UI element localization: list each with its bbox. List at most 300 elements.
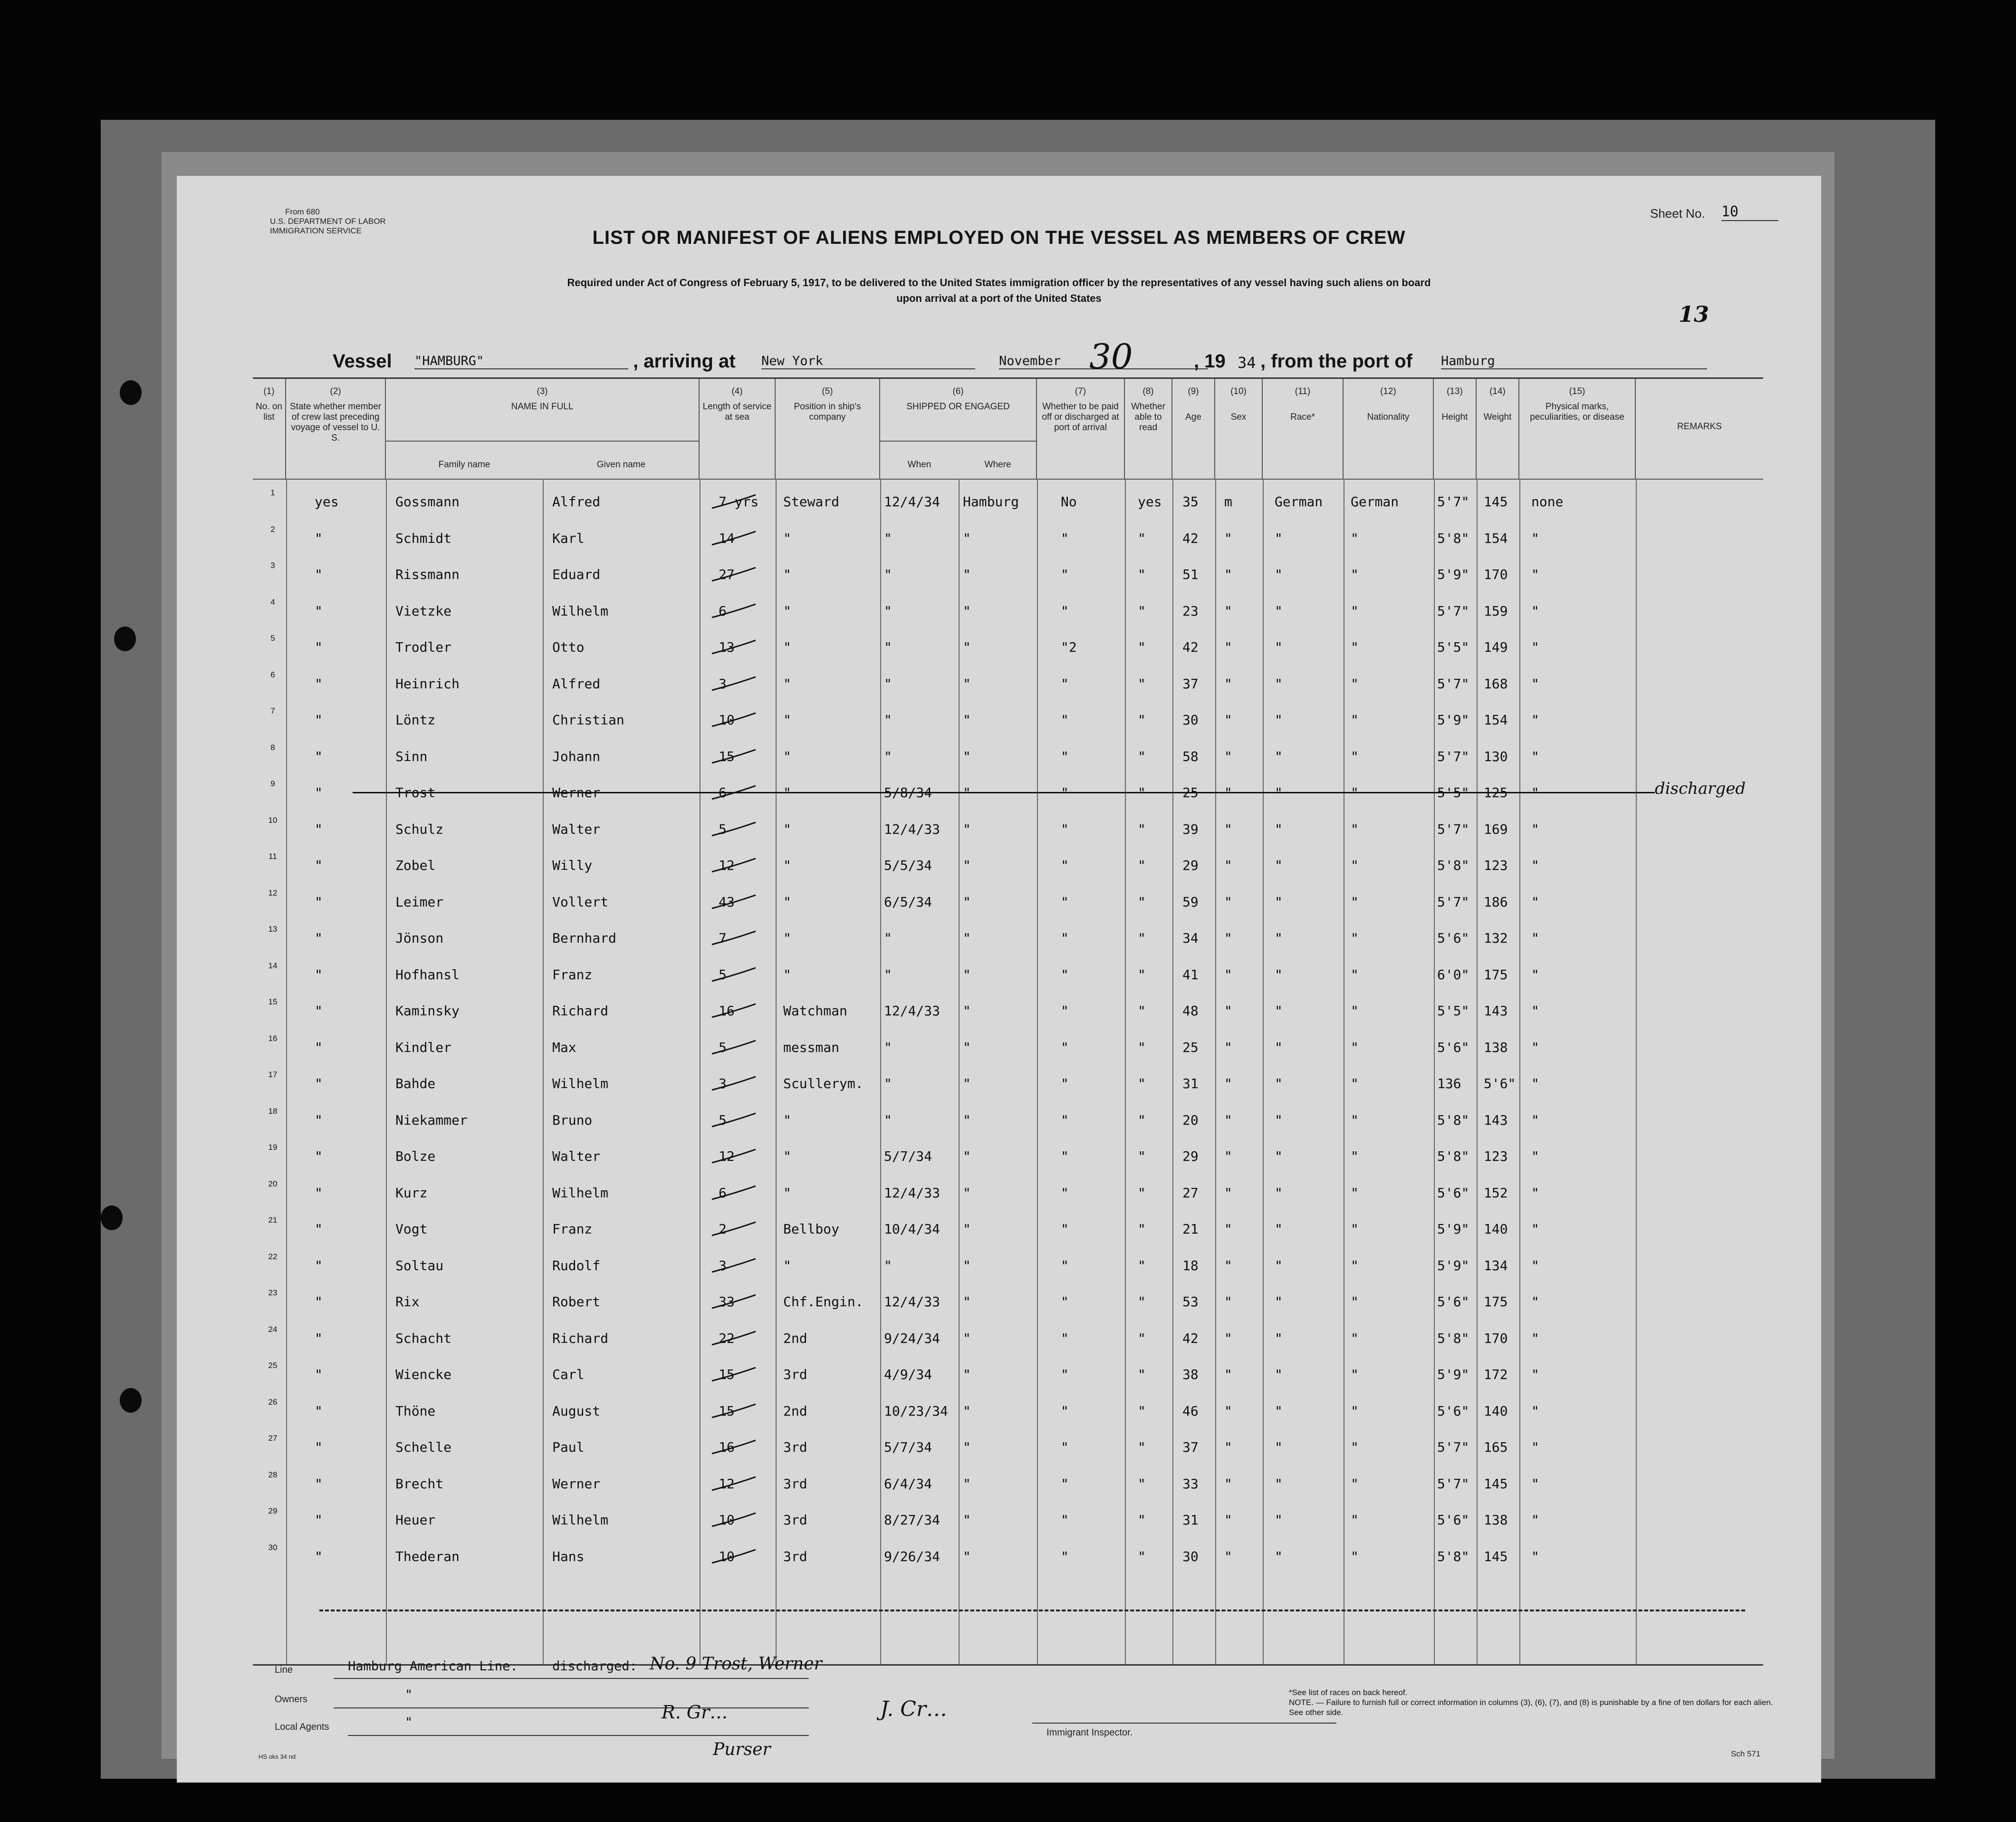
tally-slash-mark [710, 857, 758, 874]
cell-race: " [1275, 1039, 1283, 1055]
tally-slash-mark [710, 1548, 758, 1565]
cell-shipped-when: " [884, 567, 892, 582]
cell-height: 5'6" [1437, 1403, 1469, 1419]
cell-previous-voyage: " [315, 712, 323, 728]
cell-weight: 175 [1484, 1294, 1508, 1310]
cell-physical-marks: " [1531, 1512, 1539, 1528]
cell-race: " [1275, 821, 1283, 837]
cell-paid-off: " [1061, 603, 1069, 619]
cell-given-name: Walter [552, 1148, 601, 1164]
table-row [253, 1470, 1763, 1506]
cell-race: " [1275, 639, 1283, 655]
cell-sex: " [1224, 858, 1232, 873]
cell-shipped-when: 5/7/34 [884, 1148, 932, 1164]
table-row [253, 1543, 1763, 1579]
cell-race: " [1275, 603, 1283, 619]
cell-age: 18 [1182, 1257, 1199, 1273]
cell-height: 5'7" [1437, 1475, 1469, 1492]
col-header-nationality: (12) Nationality [1344, 379, 1434, 479]
cell-physical-marks: " [1531, 930, 1539, 946]
col-header-position: (5) Position in ship's company [776, 379, 880, 479]
cell-shipped-where: " [963, 603, 971, 619]
cell-weight: 170 [1484, 567, 1508, 582]
cell-weight: 134 [1484, 1257, 1508, 1273]
year-prefix: , 19 [1194, 351, 1226, 372]
cell-physical-marks: " [1531, 530, 1539, 546]
cell-sex: " [1224, 603, 1232, 619]
tally-slash-mark [710, 1402, 758, 1419]
cell-race: " [1275, 530, 1283, 546]
cell-race: " [1275, 1076, 1283, 1091]
cell-height: 5'9" [1437, 1367, 1469, 1382]
table-row [253, 852, 1763, 888]
cell-family-name: Rix [395, 1294, 420, 1310]
owners-label: Owners [275, 1694, 307, 1705]
cell-age: 46 [1182, 1403, 1199, 1419]
cell-physical-marks: " [1531, 1221, 1539, 1237]
cell-position: 3rd [783, 1439, 807, 1455]
cell-position: " [783, 530, 791, 546]
cell-family-name: Thederan [395, 1548, 460, 1564]
cell-physical-marks: " [1531, 675, 1539, 692]
cell-shipped-when: 10/23/34 [884, 1403, 948, 1419]
cell-given-name: Wilhelm [552, 1185, 609, 1201]
cell-shipped-when: 10/4/34 [884, 1221, 941, 1237]
cell-position: Watchman [783, 1003, 847, 1019]
cell-family-name: Rissmann [395, 567, 460, 582]
cell-height: 5'7" [1437, 675, 1469, 692]
tally-slash-mark [710, 566, 758, 583]
cell-length-of-service: 14 [719, 530, 735, 546]
cell-nationality: German [1351, 494, 1399, 510]
cell-position: " [783, 785, 791, 800]
cell-shipped-where: " [963, 1330, 971, 1346]
cell-age: 37 [1182, 1439, 1199, 1455]
cell-paid-off: " [1061, 1403, 1069, 1419]
table-row [253, 961, 1763, 997]
cell-paid-off: " [1061, 785, 1069, 800]
file-number: 13 [1679, 301, 1709, 327]
cell-shipped-where: " [963, 1003, 971, 1019]
cell-shipped-where: " [963, 1512, 971, 1528]
cell-previous-voyage: " [315, 639, 323, 655]
cell-nationality: " [1351, 1548, 1359, 1564]
cell-paid-off: " [1061, 1548, 1069, 1564]
cell-height: 5'7" [1437, 1439, 1469, 1455]
tally-slash-mark [710, 1039, 758, 1056]
cell-family-name: Bahde [395, 1076, 436, 1091]
schedule-code: Sch 571 [1731, 1749, 1761, 1758]
cell-given-name: Robert [552, 1294, 601, 1310]
cell-given-name: Werner [552, 785, 601, 800]
cell-physical-marks: " [1531, 567, 1539, 582]
row-number: 25 [268, 1361, 278, 1370]
cell-shipped-when: " [884, 966, 892, 983]
page-title: LIST OR MANIFEST OF ALIENS EMPLOYED ON THE VESSEL AS MEMBERS OF CREW [592, 227, 1406, 248]
cell-able-to-read: " [1138, 1257, 1146, 1273]
cell-nationality: " [1351, 1439, 1359, 1455]
cell-shipped-where: " [963, 966, 971, 983]
cell-race: " [1275, 748, 1283, 764]
tally-slash-mark [710, 1330, 758, 1347]
arrival-month: November [999, 354, 1208, 369]
agents-value: " [405, 1715, 413, 1730]
cell-sex: " [1224, 639, 1232, 655]
cell-length-of-service: 3 [719, 1076, 727, 1091]
cell-height: 5'6" [1437, 1185, 1469, 1201]
cell-previous-voyage: " [315, 1403, 323, 1419]
print-code: HS oks 34 nd [259, 1753, 296, 1760]
col-header-family: Family name [438, 460, 490, 470]
cell-sex: " [1224, 894, 1232, 910]
cell-race: " [1275, 1548, 1283, 1564]
cell-previous-voyage: " [315, 966, 323, 983]
cell-length-of-service: 10 [719, 712, 735, 728]
cell-age: 33 [1182, 1475, 1199, 1492]
cell-physical-marks: " [1531, 748, 1539, 764]
cell-family-name: Trodler [395, 639, 452, 655]
cell-previous-voyage: " [315, 1076, 323, 1091]
cell-length-of-service: 16 [719, 1003, 735, 1019]
cell-sex: " [1224, 1257, 1232, 1273]
cell-nationality: " [1351, 785, 1359, 800]
cell-paid-off: " [1061, 675, 1069, 692]
row-number: 11 [269, 852, 277, 861]
cell-shipped-when: " [884, 1076, 892, 1091]
cell-previous-voyage: " [315, 1512, 323, 1528]
row-number: 3 [270, 561, 275, 570]
cell-family-name: Soltau [395, 1257, 444, 1273]
cell-paid-off: "2 [1061, 639, 1077, 655]
cell-shipped-where: " [963, 1548, 971, 1564]
cell-height: 136 [1437, 1076, 1461, 1091]
cell-length-of-service: 5 [719, 966, 727, 983]
cell-shipped-where: " [963, 567, 971, 582]
cell-able-to-read: " [1138, 1294, 1146, 1310]
cell-given-name: Franz [552, 966, 593, 983]
row-number: 2 [270, 524, 275, 534]
cell-height: 5'7" [1437, 494, 1469, 510]
cell-given-name: Max [552, 1039, 576, 1055]
cell-shipped-where: " [963, 748, 971, 764]
cell-shipped-where: " [963, 1475, 971, 1492]
cell-previous-voyage: " [315, 530, 323, 546]
cell-race: " [1275, 966, 1283, 983]
cell-previous-voyage: " [315, 1003, 323, 1019]
cell-height: 5'5" [1437, 639, 1469, 655]
cell-physical-marks: " [1531, 1439, 1539, 1455]
cell-height: 5'6" [1437, 1294, 1469, 1310]
cell-shipped-where: " [963, 1221, 971, 1237]
col-header-service: (4) Length of service at sea [700, 379, 776, 479]
cell-height: 5'8" [1437, 858, 1469, 873]
cell-shipped-when: " [884, 1257, 892, 1273]
cell-weight: 138 [1484, 1512, 1508, 1528]
cell-shipped-when: 8/27/34 [884, 1512, 941, 1528]
binder-hole [101, 1205, 123, 1230]
col-header-age: (9) Age [1172, 379, 1215, 479]
row-number: 12 [268, 888, 278, 897]
cell-weight: 186 [1484, 894, 1508, 910]
row-number: 1 [270, 488, 275, 497]
tally-slash-mark [710, 1220, 758, 1237]
cell-shipped-where: " [963, 1439, 971, 1455]
cell-given-name: Rudolf [552, 1257, 601, 1273]
cell-shipped-where: " [963, 1185, 971, 1201]
cell-physical-marks: " [1531, 1330, 1539, 1346]
cell-race: " [1275, 1512, 1283, 1528]
cell-paid-off: " [1061, 1330, 1069, 1346]
cell-height: 5'6" [1437, 1039, 1469, 1055]
table-row [253, 561, 1763, 597]
cell-length-of-service: 6 [719, 785, 727, 800]
cell-able-to-read: " [1138, 1475, 1146, 1492]
table-row [253, 1325, 1763, 1361]
cell-sex: " [1224, 1439, 1232, 1455]
cell-position: 3rd [783, 1367, 807, 1382]
cell-sex: " [1224, 712, 1232, 728]
cell-able-to-read: " [1138, 1548, 1146, 1564]
cell-physical-marks: " [1531, 1112, 1539, 1128]
cell-given-name: Wilhelm [552, 603, 609, 619]
row-number: 16 [268, 1033, 278, 1043]
cell-sex: " [1224, 748, 1232, 764]
cell-given-name: Walter [552, 821, 601, 837]
cell-given-name: Werner [552, 1475, 601, 1492]
cell-race: " [1275, 675, 1283, 692]
subtitle [319, 275, 1679, 306]
tally-slash-mark [710, 1147, 758, 1165]
cell-race: " [1275, 1367, 1283, 1382]
table-row [253, 1070, 1763, 1106]
table-row [253, 1179, 1763, 1215]
cell-shipped-where: " [963, 675, 971, 692]
cell-paid-off: " [1061, 1512, 1069, 1528]
cell-age: 38 [1182, 1367, 1199, 1382]
row-number: 4 [270, 597, 275, 607]
cell-length-of-service: 13 [719, 639, 735, 655]
cell-sex: " [1224, 567, 1232, 582]
cell-given-name: Christian [552, 712, 624, 728]
table-row [253, 1215, 1763, 1252]
cell-paid-off: " [1061, 1367, 1069, 1382]
cell-family-name: Zobel [395, 858, 436, 873]
cell-family-name: Schacht [395, 1330, 452, 1346]
table-row [253, 1434, 1763, 1470]
cell-family-name: Heuer [395, 1512, 436, 1528]
cell-age: 35 [1182, 494, 1199, 510]
arrival-port: New York [761, 354, 975, 369]
cell-paid-off: " [1061, 1221, 1069, 1237]
cell-age: 30 [1182, 712, 1199, 728]
cell-given-name: Richard [552, 1330, 609, 1346]
col-header-marks: (15) Physical marks, peculiarities, or disease [1519, 379, 1636, 479]
tally-slash-mark [710, 1293, 758, 1310]
cell-family-name: Jönson [395, 930, 444, 946]
cell-physical-marks: " [1531, 1475, 1539, 1492]
cell-sex: " [1224, 821, 1232, 837]
table-row [253, 779, 1763, 815]
cell-shipped-when: 5/8/34 [884, 785, 932, 800]
cell-nationality: " [1351, 748, 1359, 764]
cell-position: " [783, 930, 791, 946]
cell-position: 2nd [783, 1403, 807, 1419]
cell-length-of-service: 5 [719, 821, 727, 837]
cell-paid-off: " [1061, 930, 1069, 946]
cell-length-of-service: 7 [719, 930, 727, 946]
cell-shipped-when: " [884, 748, 892, 764]
cell-shipped-where: " [963, 530, 971, 546]
cell-position: " [783, 675, 791, 692]
cell-shipped-where: " [963, 821, 971, 837]
cell-nationality: " [1351, 821, 1359, 837]
table-row [253, 1107, 1763, 1143]
service-name: IMMIGRATION SERVICE [270, 226, 362, 235]
cell-physical-marks: " [1531, 1548, 1539, 1564]
cell-length-of-service: 15 [719, 748, 735, 764]
vessel-name: "HAMBURG" [414, 354, 628, 369]
crew-table [253, 377, 1763, 1666]
cell-family-name: Vietzke [395, 603, 452, 619]
cell-previous-voyage: " [315, 1548, 323, 1564]
cell-race: " [1275, 894, 1283, 910]
cell-shipped-when: 9/26/34 [884, 1548, 941, 1564]
cell-shipped-when: 9/24/34 [884, 1330, 941, 1346]
cell-able-to-read: " [1138, 1221, 1146, 1237]
cell-nationality: " [1351, 1112, 1359, 1128]
cell-physical-marks: " [1531, 894, 1539, 910]
cell-given-name: Johann [552, 748, 601, 764]
cell-nationality: " [1351, 1076, 1359, 1091]
cell-nationality: " [1351, 1257, 1359, 1273]
table-end-rule [319, 1610, 1745, 1611]
cell-weight: 130 [1484, 748, 1508, 764]
cell-family-name: Schelle [395, 1439, 452, 1455]
cell-sex: " [1224, 1039, 1232, 1055]
cell-able-to-read: " [1138, 785, 1146, 800]
cell-given-name: Wilhelm [552, 1076, 609, 1091]
cell-age: 29 [1182, 858, 1199, 873]
cell-paid-off: " [1061, 1148, 1069, 1164]
cell-weight: 168 [1484, 675, 1508, 692]
cell-race: " [1275, 930, 1283, 946]
cell-weight: 165 [1484, 1439, 1508, 1455]
cell-length-of-service: 10 [719, 1548, 735, 1564]
cell-age: 42 [1182, 530, 1199, 546]
cell-paid-off: " [1061, 1475, 1069, 1492]
table-row [253, 997, 1763, 1033]
cell-age: 21 [1182, 1221, 1199, 1237]
row-number: 9 [270, 779, 275, 788]
cell-given-name: Karl [552, 530, 585, 546]
cell-age: 41 [1182, 966, 1199, 983]
cell-shipped-where: " [963, 712, 971, 728]
cell-position: " [783, 1112, 791, 1128]
discharged-note: No. 9 Trost, Werner [650, 1654, 822, 1674]
cell-height: 5'8" [1437, 1330, 1469, 1346]
cell-family-name: Kaminsky [395, 1003, 460, 1019]
arrival-year: 34 [1238, 354, 1256, 372]
col-header-read: (8) Whether able to read [1125, 379, 1172, 479]
cell-age: 42 [1182, 639, 1199, 655]
cell-nationality: " [1351, 1148, 1359, 1164]
cell-nationality: " [1351, 530, 1359, 546]
cell-height: 5'8" [1437, 1112, 1469, 1128]
cell-given-name: August [552, 1403, 601, 1419]
cell-given-name: Bruno [552, 1112, 593, 1128]
cell-paid-off: " [1061, 821, 1069, 837]
cell-sex: " [1224, 1112, 1232, 1128]
cell-previous-voyage: yes [315, 494, 339, 510]
row-number: 7 [270, 706, 275, 715]
table-row [253, 1361, 1763, 1397]
tally-slash-mark [710, 1184, 758, 1201]
cell-previous-voyage: " [315, 1330, 323, 1346]
tally-slash-mark [710, 748, 758, 765]
cell-nationality: " [1351, 1512, 1359, 1528]
cell-weight: 154 [1484, 530, 1508, 546]
cell-previous-voyage: " [315, 1185, 323, 1201]
col-header-when: When [907, 460, 931, 470]
cell-age: 25 [1182, 785, 1199, 800]
row-number: 24 [268, 1324, 278, 1334]
cell-able-to-read: " [1138, 894, 1146, 910]
cell-given-name: Eduard [552, 567, 601, 582]
cell-nationality: " [1351, 1003, 1359, 1019]
table-row [253, 1288, 1763, 1324]
cell-able-to-read: " [1138, 1403, 1146, 1419]
cell-position: " [783, 639, 791, 655]
cell-race: " [1275, 1185, 1283, 1201]
cell-previous-voyage: " [315, 858, 323, 873]
cell-nationality: " [1351, 1039, 1359, 1055]
cell-shipped-where: " [963, 930, 971, 946]
cell-shipped-when: 12/4/33 [884, 1185, 941, 1201]
cell-sex: " [1224, 1330, 1232, 1346]
cell-given-name: Alfred [552, 675, 601, 692]
cell-height: 5'8" [1437, 1148, 1469, 1164]
cell-family-name: Niekammer [395, 1112, 468, 1128]
cell-weight: 5'6" [1484, 1076, 1516, 1091]
tally-slash-mark [710, 1257, 758, 1274]
cell-previous-voyage: " [315, 603, 323, 619]
cell-position: Bellboy [783, 1221, 840, 1237]
cell-able-to-read: " [1138, 1330, 1146, 1346]
cell-given-name: Carl [552, 1367, 585, 1382]
cell-length-of-service: 7 yrs [719, 494, 759, 510]
cell-previous-voyage: " [315, 821, 323, 837]
purser-signature: R. Gr… [662, 1702, 728, 1723]
cell-previous-voyage: " [315, 894, 323, 910]
cell-position: Chf.Engin. [783, 1294, 864, 1310]
cell-length-of-service: 16 [719, 1439, 735, 1455]
col-header-given: Given name [596, 460, 646, 470]
row-number: 15 [268, 997, 278, 1006]
cell-nationality: " [1351, 1294, 1359, 1310]
tally-slash-mark [710, 1475, 758, 1492]
cell-able-to-read: " [1138, 530, 1146, 546]
cell-height: 5'5" [1437, 1003, 1469, 1019]
cell-able-to-read: yes [1138, 494, 1162, 510]
cell-weight: 145 [1484, 494, 1508, 510]
table-row [253, 816, 1763, 852]
cell-physical-marks: " [1531, 1148, 1539, 1164]
inspector-label: Immigrant Inspector. [1046, 1727, 1133, 1738]
cell-height: 6'0" [1437, 966, 1469, 983]
cell-able-to-read: " [1138, 603, 1146, 619]
cell-shipped-where: " [963, 1112, 971, 1128]
cell-physical-marks: " [1531, 966, 1539, 983]
